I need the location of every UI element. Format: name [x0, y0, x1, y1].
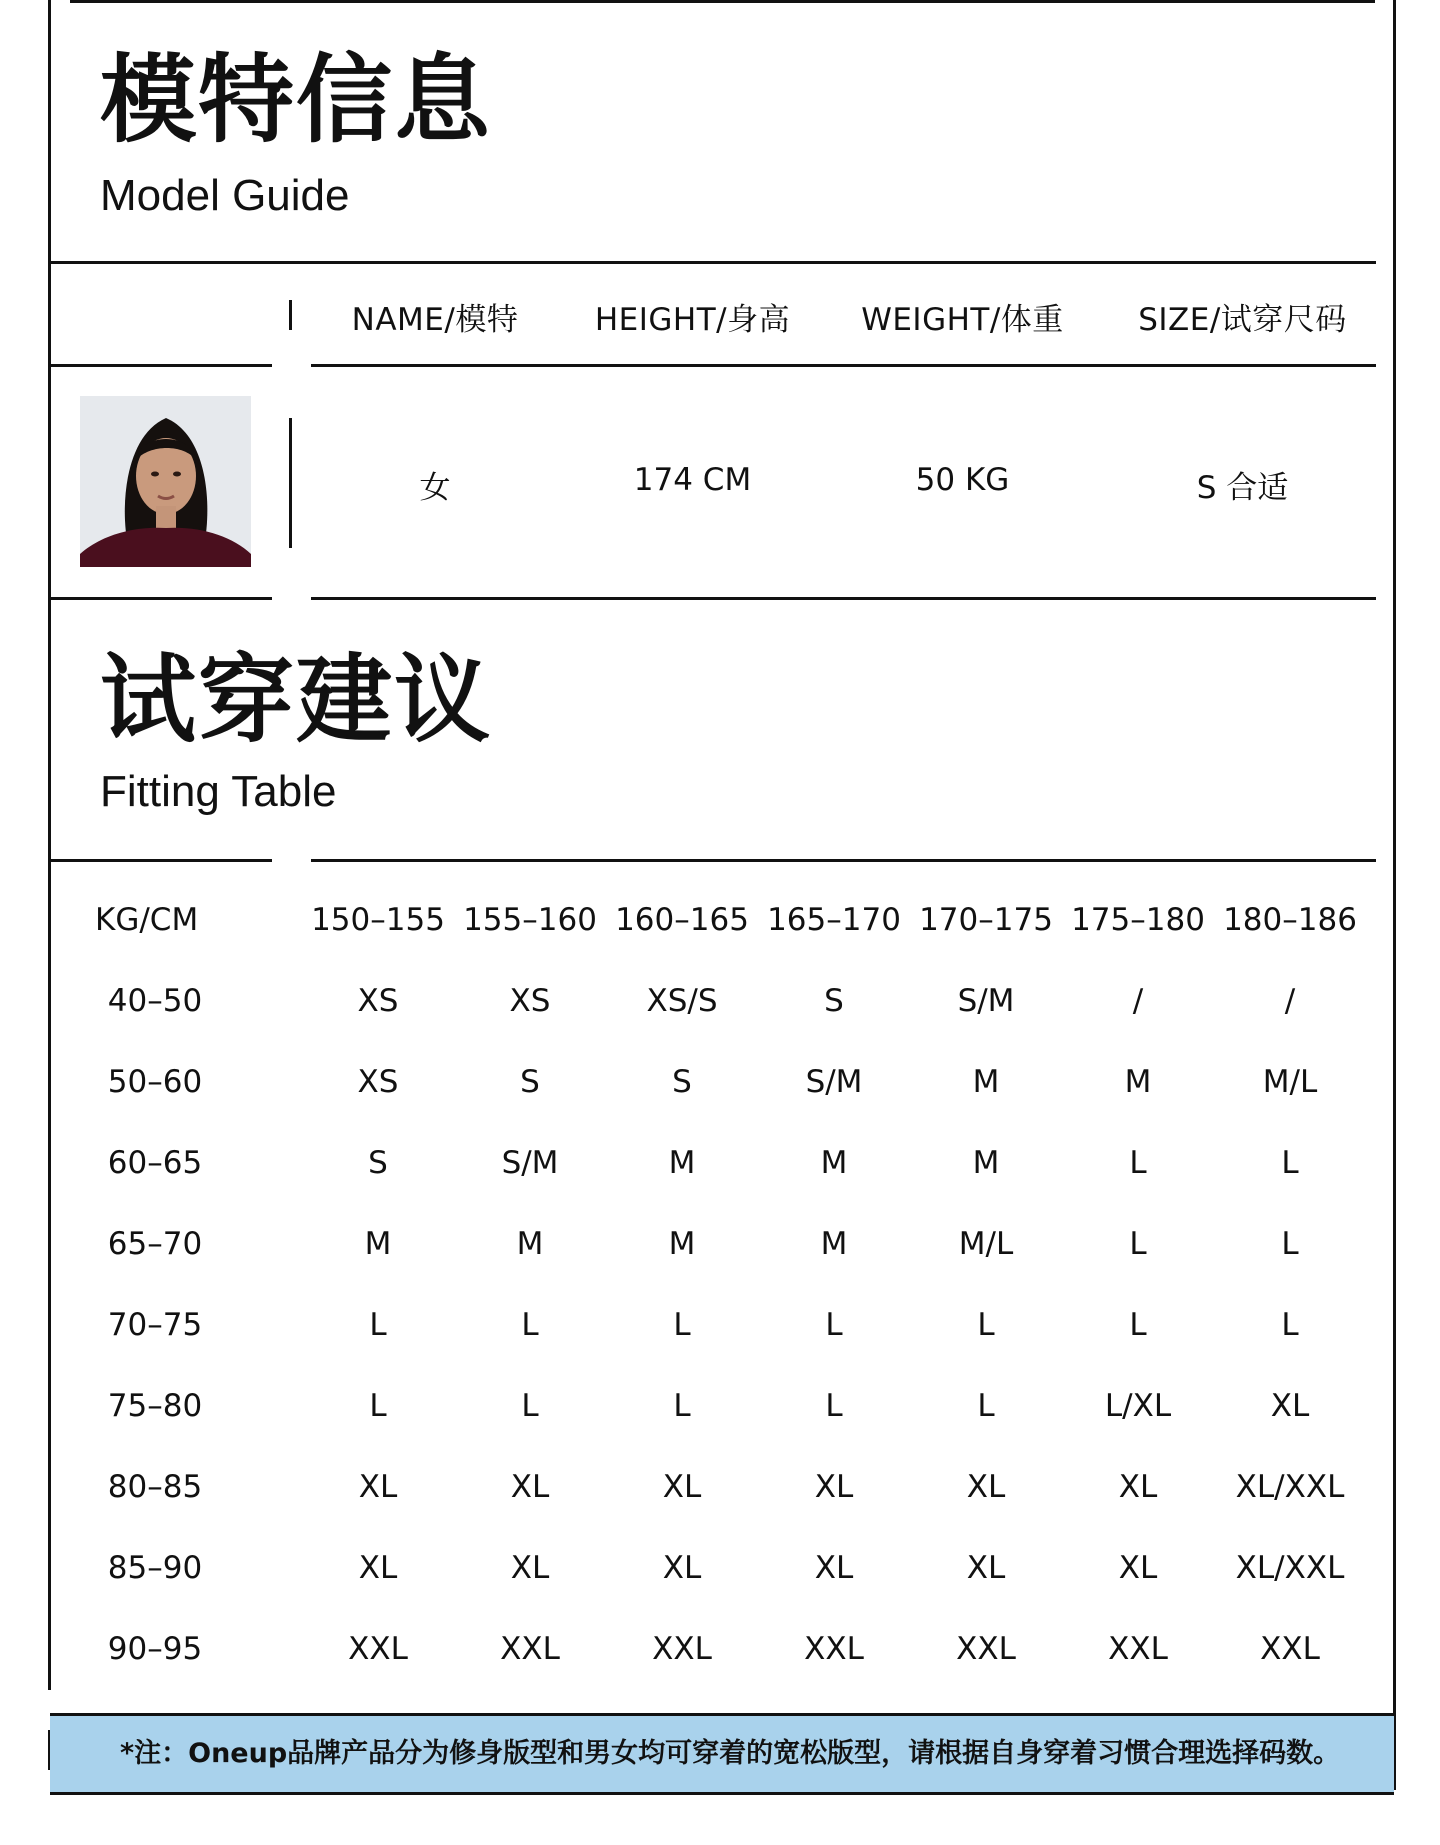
weight-row-label: 65–70 [107, 1226, 203, 1262]
header-separator [289, 300, 292, 330]
height-column-header: 155–160 [463, 902, 597, 938]
height-column-header: 160–165 [615, 902, 749, 938]
weight-row-label: 80–85 [107, 1469, 203, 1505]
height-column-header: 170–175 [919, 902, 1053, 938]
model-title-cn: 模特信息 [100, 44, 492, 156]
size-cell: XS [357, 1064, 399, 1100]
model-portrait-icon [80, 396, 251, 567]
weight-row-label: 70–75 [107, 1307, 203, 1343]
header-name: NAME/模特 [351, 302, 519, 338]
table-row [0, 1052, 1440, 1112]
size-cell: M [516, 1226, 544, 1262]
divider-fitting-right [311, 859, 1376, 862]
divider-model-header-top [50, 261, 1376, 264]
weight-row-label: 90–95 [107, 1631, 203, 1667]
size-cell: L [1129, 1145, 1147, 1181]
divider-header-left [50, 364, 272, 367]
size-cell: XL [1118, 1469, 1158, 1505]
size-cell: L [1129, 1226, 1147, 1262]
table-row [0, 1376, 1440, 1436]
table-row [0, 1619, 1440, 1679]
size-cell: L [977, 1388, 995, 1424]
weight-row-label: 40–50 [107, 983, 203, 1019]
size-cell: XXL [1108, 1631, 1168, 1667]
size-cell: XL [510, 1469, 550, 1505]
size-cell: / [1284, 983, 1296, 1019]
size-cell: XS [509, 983, 551, 1019]
size-cell: XL [1118, 1550, 1158, 1586]
size-cell: L [1129, 1307, 1147, 1343]
size-cell: XXL [956, 1631, 1016, 1667]
fitting-title-en: Fitting Table [100, 767, 337, 816]
top-border [70, 0, 1375, 3]
size-cell: S [672, 1064, 692, 1100]
size-cell: L [1281, 1226, 1299, 1262]
size-cell: M [820, 1226, 848, 1262]
size-cell: XL [814, 1550, 854, 1586]
size-cell: M/L [1262, 1064, 1318, 1100]
size-cell: M [1124, 1064, 1152, 1100]
fitting-corner-label: KG/CM [95, 902, 199, 938]
table-row [0, 1457, 1440, 1517]
header-weight: WEIGHT/体重 [861, 302, 1064, 338]
size-cell: XXL [348, 1631, 408, 1667]
divider-model-bottom-left [50, 597, 272, 600]
size-cell: XL [358, 1469, 398, 1505]
size-cell: L [673, 1388, 691, 1424]
weight-row-label: 75–80 [107, 1388, 203, 1424]
size-cell: L [673, 1307, 691, 1343]
size-cell: XS/S [646, 983, 718, 1019]
weight-row-label: 60–65 [107, 1145, 203, 1181]
size-cell: XL [510, 1550, 550, 1586]
size-cell: / [1132, 983, 1144, 1019]
height-column-header: 175–180 [1071, 902, 1205, 938]
size-cell: XXL [1260, 1631, 1320, 1667]
height-column-header: 150–155 [311, 902, 445, 938]
size-cell: S/M [805, 1064, 863, 1100]
size-cell: M [820, 1145, 848, 1181]
weight-row-label: 85–90 [107, 1550, 203, 1586]
size-cell: M [972, 1064, 1000, 1100]
table-row [0, 1295, 1440, 1355]
size-cell: S [368, 1145, 388, 1181]
weight-row-label: 50–60 [107, 1064, 203, 1100]
size-cell: L [369, 1388, 387, 1424]
value-weight: 50 KG [915, 462, 1010, 498]
divider-fitting-left [50, 859, 272, 862]
header-height: HEIGHT/身高 [594, 302, 791, 338]
fitting-header-row [0, 890, 1440, 950]
note-bar [50, 1713, 1394, 1795]
frame-left-border [48, 0, 51, 1690]
size-cell: M [364, 1226, 392, 1262]
height-column-header: 180–186 [1223, 902, 1357, 938]
size-cell: S [520, 1064, 540, 1100]
size-cell: XL [662, 1469, 702, 1505]
size-cell: M [668, 1145, 696, 1181]
size-cell: L [977, 1307, 995, 1343]
size-cell: XL [966, 1550, 1006, 1586]
size-cell: XS [357, 983, 399, 1019]
size-cell: L [521, 1388, 539, 1424]
size-cell: S/M [501, 1145, 559, 1181]
size-cell: L [825, 1307, 843, 1343]
size-cell: XL/XXL [1235, 1469, 1345, 1505]
model-photo [80, 396, 251, 567]
table-row [0, 971, 1440, 1031]
size-cell: M/L [958, 1226, 1014, 1262]
model-title-en: Model Guide [100, 171, 350, 220]
row-separator [289, 418, 292, 548]
table-row [0, 1538, 1440, 1598]
size-cell: L [825, 1388, 843, 1424]
table-row [0, 1214, 1440, 1274]
size-cell: XXL [804, 1631, 864, 1667]
size-cell: L [1281, 1145, 1299, 1181]
size-cell: M [668, 1226, 696, 1262]
size-cell: S/M [957, 983, 1015, 1019]
fitting-title-cn: 试穿建议 [100, 644, 492, 756]
size-cell: L [369, 1307, 387, 1343]
size-cell: L/XL [1104, 1388, 1172, 1424]
value-name: 女 [419, 470, 451, 506]
divider-model-bottom-right [311, 597, 1376, 600]
height-column-header: 165–170 [767, 902, 901, 938]
size-cell: XL [966, 1469, 1006, 1505]
size-cell: XL [1270, 1388, 1310, 1424]
size-cell: XL [814, 1469, 854, 1505]
divider-header-right [311, 364, 1376, 367]
size-cell: S [824, 983, 844, 1019]
size-cell: XL [358, 1550, 398, 1586]
size-cell: XXL [652, 1631, 712, 1667]
size-cell: XL [662, 1550, 702, 1586]
size-cell: L [521, 1307, 539, 1343]
table-row [0, 1133, 1440, 1193]
value-height: 174 CM [633, 462, 752, 498]
header-size: SIZE/试穿尺码 [1138, 302, 1347, 338]
value-size: S 合适 [1196, 470, 1289, 506]
note-text: *注：Oneup品牌产品分为修身版型和男女均可穿着的宽松版型，请根据自身穿着习惯合理选择码数。 [120, 1738, 1341, 1769]
size-cell: L [1281, 1307, 1299, 1343]
size-cell: M [972, 1145, 1000, 1181]
size-cell: XL/XXL [1235, 1550, 1345, 1586]
size-cell: XXL [500, 1631, 560, 1667]
